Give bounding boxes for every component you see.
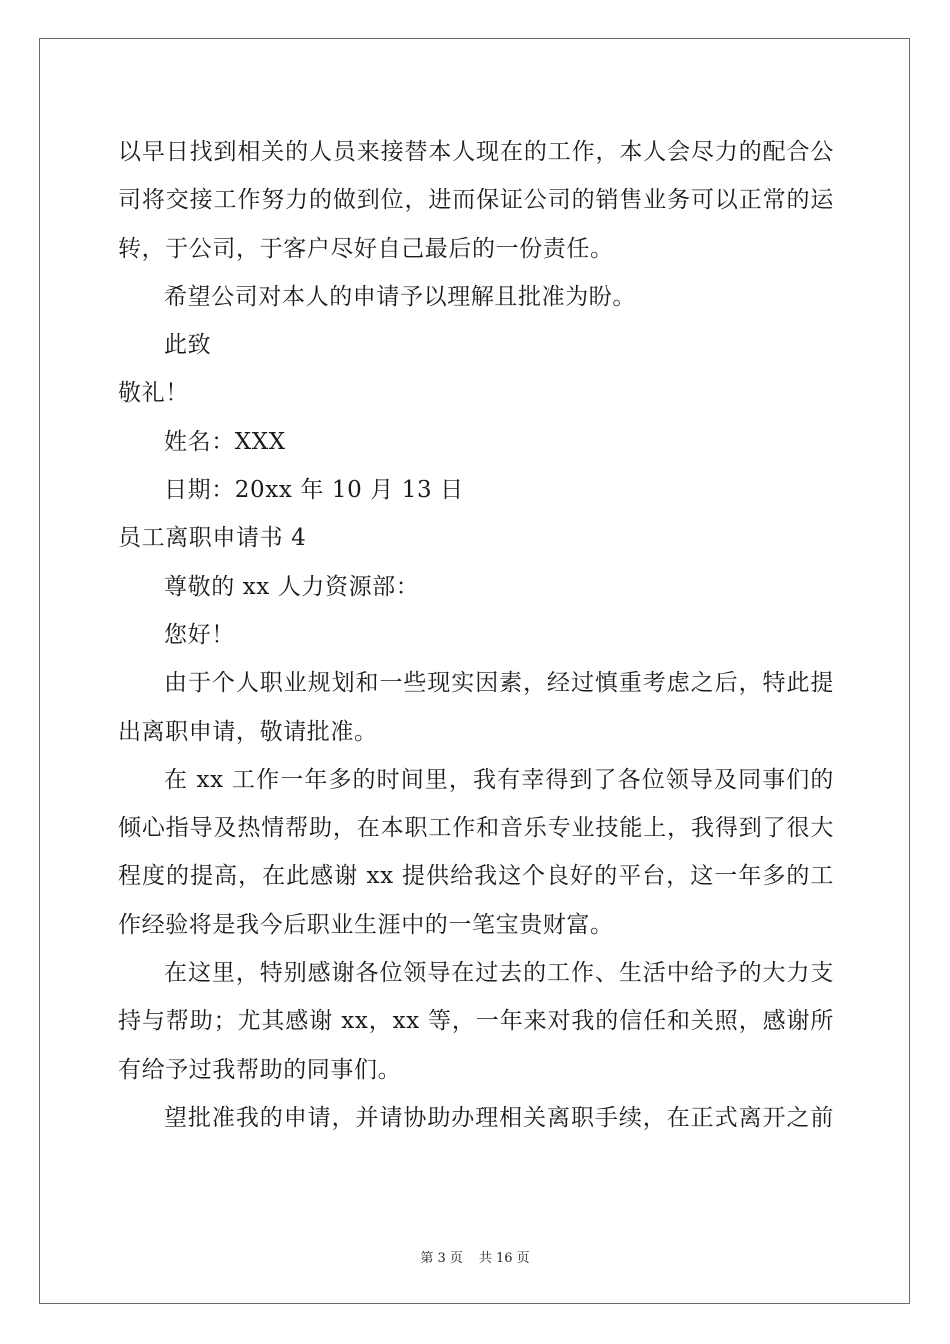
paragraph-line: 在这里，特别感谢各位领导在过去的工作、生活中给予的大力支 bbox=[164, 960, 834, 987]
closing-phrase: 此致 bbox=[164, 332, 212, 359]
paragraph-line: 转，于公司，于客户尽好自己最后的一份责任。 bbox=[118, 235, 614, 262]
paragraph-line: 出离职申请，敬请批准。 bbox=[118, 718, 378, 745]
greeting: 您好！ bbox=[164, 621, 235, 648]
section-title: 员工离职申请书 4 bbox=[118, 525, 307, 552]
salutation: 敬礼！ bbox=[118, 380, 189, 407]
paragraph-line: 程度的提高，在此感谢 xx 提供给我这个良好的平台，这一年多的工 bbox=[118, 863, 834, 890]
paragraph-line: 望批准我的申请，并请协助办理相关离职手续，在正式离开之前 bbox=[164, 1104, 834, 1131]
paragraph-line: 以早日找到相关的人员来接替本人现在的工作，本人会尽力的配合公 bbox=[118, 139, 834, 165]
paragraph-line: 作经验将是我今后职业生涯中的一笔宝贵财富。 bbox=[118, 911, 614, 938]
paragraph-line: 有给予过我帮助的同事们。 bbox=[118, 1056, 402, 1083]
paragraph-line: 司将交接工作努力的做到位，进而保证公司的销售业务可以正常的运 bbox=[118, 187, 834, 214]
page-footer bbox=[0, 1247, 950, 1266]
letter-addressee: 尊敬的 xx 人力资源部： bbox=[164, 573, 420, 600]
document-body bbox=[118, 128, 834, 1142]
paragraph-line: 希望公司对本人的申请予以理解且批准为盼。 bbox=[164, 283, 636, 310]
paragraph-line: 倾心指导及热情帮助，在本职工作和音乐专业技能上，我得到了很大 bbox=[118, 815, 834, 842]
paragraph-line: 持与帮助；尤其感谢 xx，xx 等，一年来对我的信任和关照，感谢所 bbox=[118, 1008, 834, 1035]
paragraph-line: 在 xx 工作一年多的时间里，我有幸得到了各位领导及同事们的 bbox=[164, 766, 834, 793]
signature-name: 姓名：XXX bbox=[164, 428, 286, 455]
paragraph-line: 由于个人职业规划和一些现实因素，经过慎重考虑之后，特此提 bbox=[164, 670, 834, 697]
page-number: 第 3 页 bbox=[420, 1251, 463, 1266]
signature-date: 日期：20xx 年 10 月 13 日 bbox=[164, 477, 464, 504]
page-total: 共 16 页 bbox=[478, 1251, 530, 1266]
